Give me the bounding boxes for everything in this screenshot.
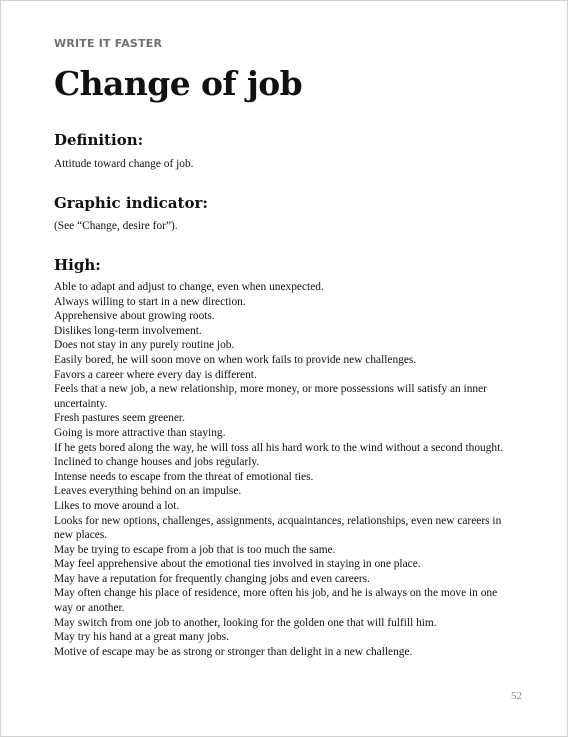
list-item: If he gets bored along the way, he will toss all his hard work to the wind without a second thought. — [54, 441, 504, 454]
list-item: Going is more attractive than staying. — [54, 426, 226, 439]
list-item: Always willing to start in a new direction. — [54, 295, 246, 308]
list-item: Leaves everything behind on an impulse. — [54, 485, 242, 498]
list-item: Likes to move around a lot. — [54, 499, 180, 512]
list-item: May switch from one job to another, looking for the golden one that will fulfill him. — [54, 616, 437, 629]
high-traits-list — [54, 280, 514, 659]
list-item: Looks for new options, challenges, assignments, acquaintances, relationships, even new careers in new places. — [54, 514, 502, 542]
list-item: Apprehensive about growing roots. — [54, 310, 215, 323]
high-heading: High: — [54, 256, 101, 274]
list-item: Feels that a new job, a new relationship, more money, or more possessions will satisfy an inner uncertainty. — [54, 383, 487, 410]
list-item: Intense needs to escape from the threat of emotional ties. — [54, 470, 314, 483]
list-item: May be trying to escape from a job that is too much the same. — [54, 543, 336, 556]
running-header: WRITE IT FASTER — [54, 37, 163, 50]
list-item: Inclined to change houses and jobs regularly. — [54, 456, 260, 469]
list-item: Fresh pastures seem greener. — [54, 412, 185, 425]
graphic-indicator-heading: Graphic indicator: — [54, 194, 208, 212]
list-item: May feel apprehensive about the emotional ties involved in staying in one place. — [54, 558, 421, 571]
list-item: May have a reputation for frequently changing jobs and even careers. — [54, 572, 370, 585]
list-item: Does not stay in any purely routine job. — [54, 339, 235, 352]
definition-text: Attitude toward change of job. — [54, 158, 194, 170]
page-number: 52 — [511, 690, 522, 702]
list-item: Favors a career where every day is different. — [54, 368, 257, 381]
list-item: Easily bored, he will soon move on when work fails to provide new challenges. — [54, 353, 417, 366]
list-item: Motive of escape may be as strong or stronger than delight in a new challenge. — [54, 645, 413, 658]
definition-heading: Definition: — [54, 131, 144, 149]
list-item: Dislikes long-term involvement. — [54, 324, 202, 337]
list-item: May often change his place of residence, more often his job, and he is always on the move in one way or another. — [54, 587, 498, 615]
page-title: Change of job — [54, 64, 303, 103]
list-item: May try his hand at a great many jobs. — [54, 631, 229, 644]
list-item: Able to adapt and adjust to change, even when unexpected. — [54, 281, 324, 293]
graphic-indicator-text: (See “Change, desire for”). — [54, 220, 178, 232]
